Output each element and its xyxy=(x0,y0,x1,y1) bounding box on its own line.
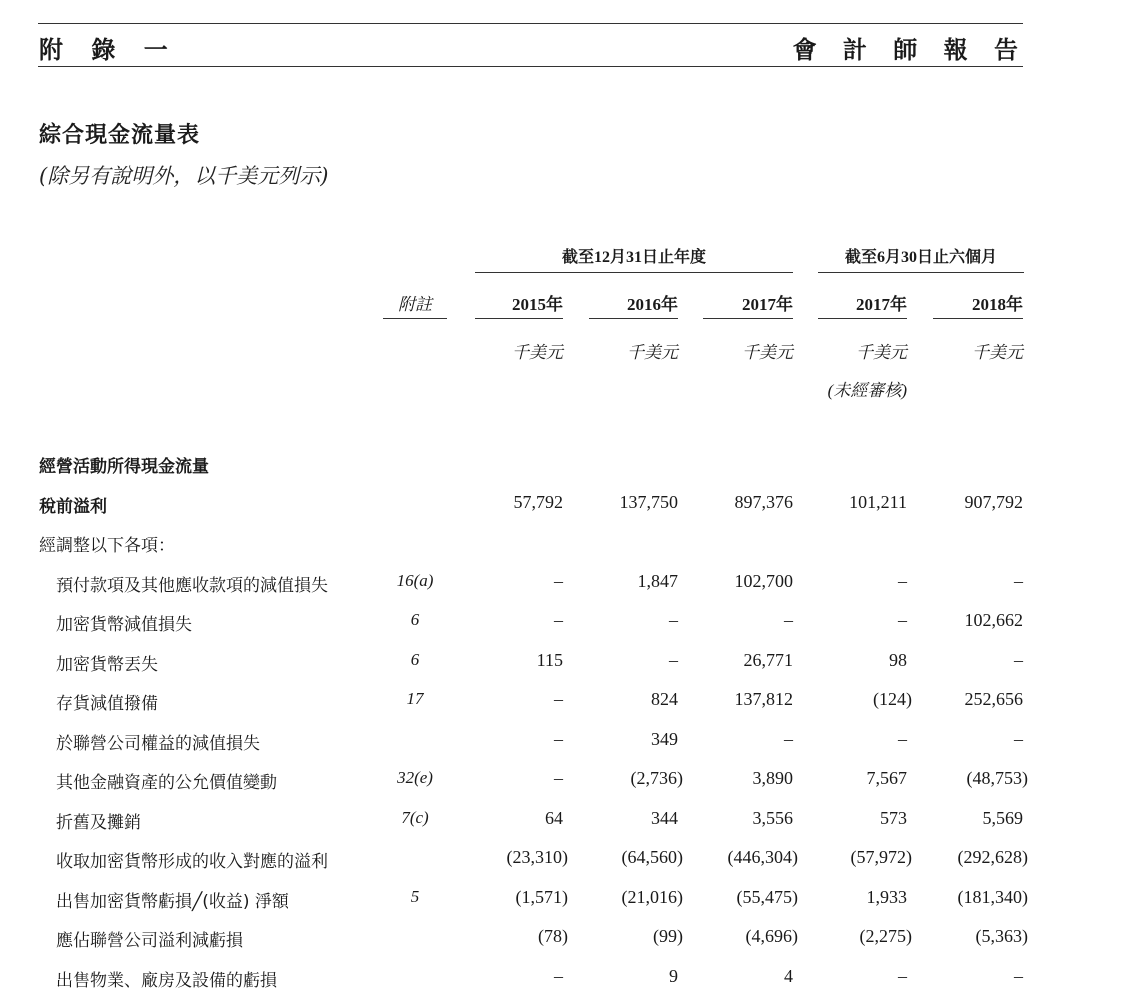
row-note: 17 xyxy=(406,689,424,708)
value-cell: 349 xyxy=(651,728,678,749)
value-cell: – xyxy=(554,689,563,709)
year-header-2018-interim: 2018年 xyxy=(972,295,1023,314)
value-cell: (5,363) xyxy=(975,926,1028,946)
row-note: 32(e) xyxy=(397,768,433,787)
value-cell: 897,376 xyxy=(734,491,793,512)
value-cell: 137,812 xyxy=(734,689,793,709)
group-header-interim: 截至6月30日止六個月 xyxy=(844,249,997,266)
table-row xyxy=(0,887,1131,927)
value-cell: – xyxy=(1014,570,1023,591)
value-cell: – xyxy=(784,610,793,630)
table-row xyxy=(0,610,1131,650)
value-cell: – xyxy=(898,965,907,986)
statement-subtitle: (除另有說明外，以千美元列示) xyxy=(39,164,329,188)
table-row xyxy=(0,531,1131,571)
value-cell: 64 xyxy=(545,807,563,828)
year-header-2017-interim: 2017年 xyxy=(856,295,907,314)
statement-title: 綜合現金流量表 xyxy=(39,123,201,148)
value-cell: 907,792 xyxy=(964,491,1023,512)
table-row xyxy=(0,650,1131,690)
value-cell: – xyxy=(554,768,563,788)
value-cell: 3,890 xyxy=(752,768,793,788)
year-header-2017: 2017年 xyxy=(742,295,793,314)
table-row xyxy=(0,689,1131,729)
row-label: 收取加密貨幣形成的收入對應的溢利 xyxy=(56,852,328,872)
row-note: 6 xyxy=(410,610,420,629)
value-cell: – xyxy=(554,728,563,749)
group-rule-interim xyxy=(818,272,1024,273)
value-cell: 137,750 xyxy=(619,491,678,512)
year-rule xyxy=(589,318,678,319)
row-label: 其他金融資產的公允價值變動 xyxy=(56,773,277,793)
header-bottom-rule xyxy=(38,66,1023,67)
value-cell: 102,700 xyxy=(734,570,793,591)
table-row xyxy=(0,847,1131,887)
row-label: 經調整以下各項： xyxy=(39,536,175,556)
value-cell: (292,628) xyxy=(957,847,1028,867)
row-note: 16(a) xyxy=(396,570,434,590)
value-cell: 573 xyxy=(880,807,907,828)
value-cell: 4 xyxy=(784,965,793,986)
value-cell: (23,310) xyxy=(506,847,568,867)
value-cell: 344 xyxy=(651,807,678,828)
value-cell: – xyxy=(784,728,793,749)
report-label: 會 計 師 報 告 xyxy=(792,36,1027,64)
header-top-rule xyxy=(38,23,1023,24)
table-row xyxy=(0,571,1131,611)
row-label: 於聯營公司權益的減值損失 xyxy=(56,733,260,754)
row-label: 應佔聯營公司溢利減虧損 xyxy=(56,931,243,951)
row-label: 出售物業、廠房及設備的虧損 xyxy=(56,970,277,991)
value-cell: – xyxy=(1014,649,1023,670)
group-header-annual: 截至12月31日止年度 xyxy=(561,249,706,266)
unaudited-label: (未經審核) xyxy=(827,381,907,400)
value-cell: 1,847 xyxy=(637,570,678,591)
unit-label: 千美元 xyxy=(627,343,678,362)
value-cell: – xyxy=(554,965,563,986)
value-cell: 5,569 xyxy=(982,807,1023,828)
value-cell: – xyxy=(554,570,563,591)
value-cell: (55,475) xyxy=(736,886,798,907)
year-rule xyxy=(703,318,793,319)
row-label: 加密貨幣減值損失 xyxy=(56,615,192,635)
table-row xyxy=(0,966,1131,1006)
row-label: 加密貨幣丟失 xyxy=(56,654,158,675)
value-cell: (1,571) xyxy=(515,886,568,907)
year-rule xyxy=(475,318,563,319)
value-cell: (64,560) xyxy=(621,847,683,867)
note-column-header: 附註 xyxy=(398,295,432,314)
value-cell: 7,567 xyxy=(866,768,907,788)
table-row xyxy=(0,729,1131,769)
value-cell: (124) xyxy=(873,689,912,709)
year-rule xyxy=(818,318,907,319)
table-row xyxy=(0,452,1131,492)
unit-label: 千美元 xyxy=(972,343,1023,362)
value-cell: – xyxy=(898,728,907,749)
appendix-label: 附 錄 一 xyxy=(39,36,178,64)
unit-label: 千美元 xyxy=(742,343,793,362)
unit-label: 千美元 xyxy=(856,343,907,362)
value-cell: 26,771 xyxy=(743,649,793,670)
value-cell: 98 xyxy=(889,649,907,670)
row-note: 5 xyxy=(410,886,420,906)
value-cell: 3,556 xyxy=(752,807,793,828)
value-cell: (4,696) xyxy=(745,926,798,946)
value-cell: (48,753) xyxy=(966,768,1028,788)
value-cell: (446,304) xyxy=(727,847,798,867)
row-label: 稅前溢利 xyxy=(39,496,107,517)
year-header-2016: 2016年 xyxy=(627,295,678,314)
year-rule xyxy=(933,318,1023,319)
value-cell: – xyxy=(669,649,678,670)
value-cell: (2,275) xyxy=(859,926,912,946)
note-column-rule xyxy=(383,318,447,319)
row-label: 存貨減值撥備 xyxy=(56,694,158,714)
value-cell: 252,656 xyxy=(964,689,1023,709)
value-cell: 824 xyxy=(651,689,678,709)
year-header-2015: 2015年 xyxy=(512,295,563,314)
value-cell: (181,340) xyxy=(957,886,1028,907)
value-cell: 9 xyxy=(669,965,678,986)
value-cell: – xyxy=(1014,965,1023,986)
value-cell: 1,933 xyxy=(866,886,907,907)
table-row xyxy=(0,926,1131,966)
value-cell: (21,016) xyxy=(621,886,683,907)
value-cell: 101,211 xyxy=(849,491,907,512)
group-rule-annual xyxy=(475,272,793,273)
row-label: 折舊及攤銷 xyxy=(56,812,141,833)
value-cell: – xyxy=(669,610,678,630)
value-cell: (78) xyxy=(538,926,568,946)
value-cell: – xyxy=(1014,728,1023,749)
value-cell: (2,736) xyxy=(630,768,683,788)
value-cell: 115 xyxy=(536,649,563,670)
row-note: 7(c) xyxy=(401,807,429,827)
value-cell: 102,662 xyxy=(964,610,1023,630)
row-note: 6 xyxy=(410,649,420,669)
value-cell: – xyxy=(554,610,563,630)
row-label: 出售加密貨幣虧損╱(收益) 淨額 xyxy=(56,891,289,912)
table-row xyxy=(0,808,1131,848)
value-cell: – xyxy=(898,570,907,591)
row-label: 預付款項及其他應收款項的減值損失 xyxy=(56,575,328,596)
row-label: 經營活動所得現金流量 xyxy=(39,457,209,477)
value-cell: (57,972) xyxy=(850,847,912,867)
unit-label: 千美元 xyxy=(512,343,563,362)
table-row xyxy=(0,768,1131,808)
value-cell: 57,792 xyxy=(513,491,563,512)
value-cell: – xyxy=(898,610,907,630)
table-row xyxy=(0,492,1131,532)
value-cell: (99) xyxy=(653,926,683,946)
